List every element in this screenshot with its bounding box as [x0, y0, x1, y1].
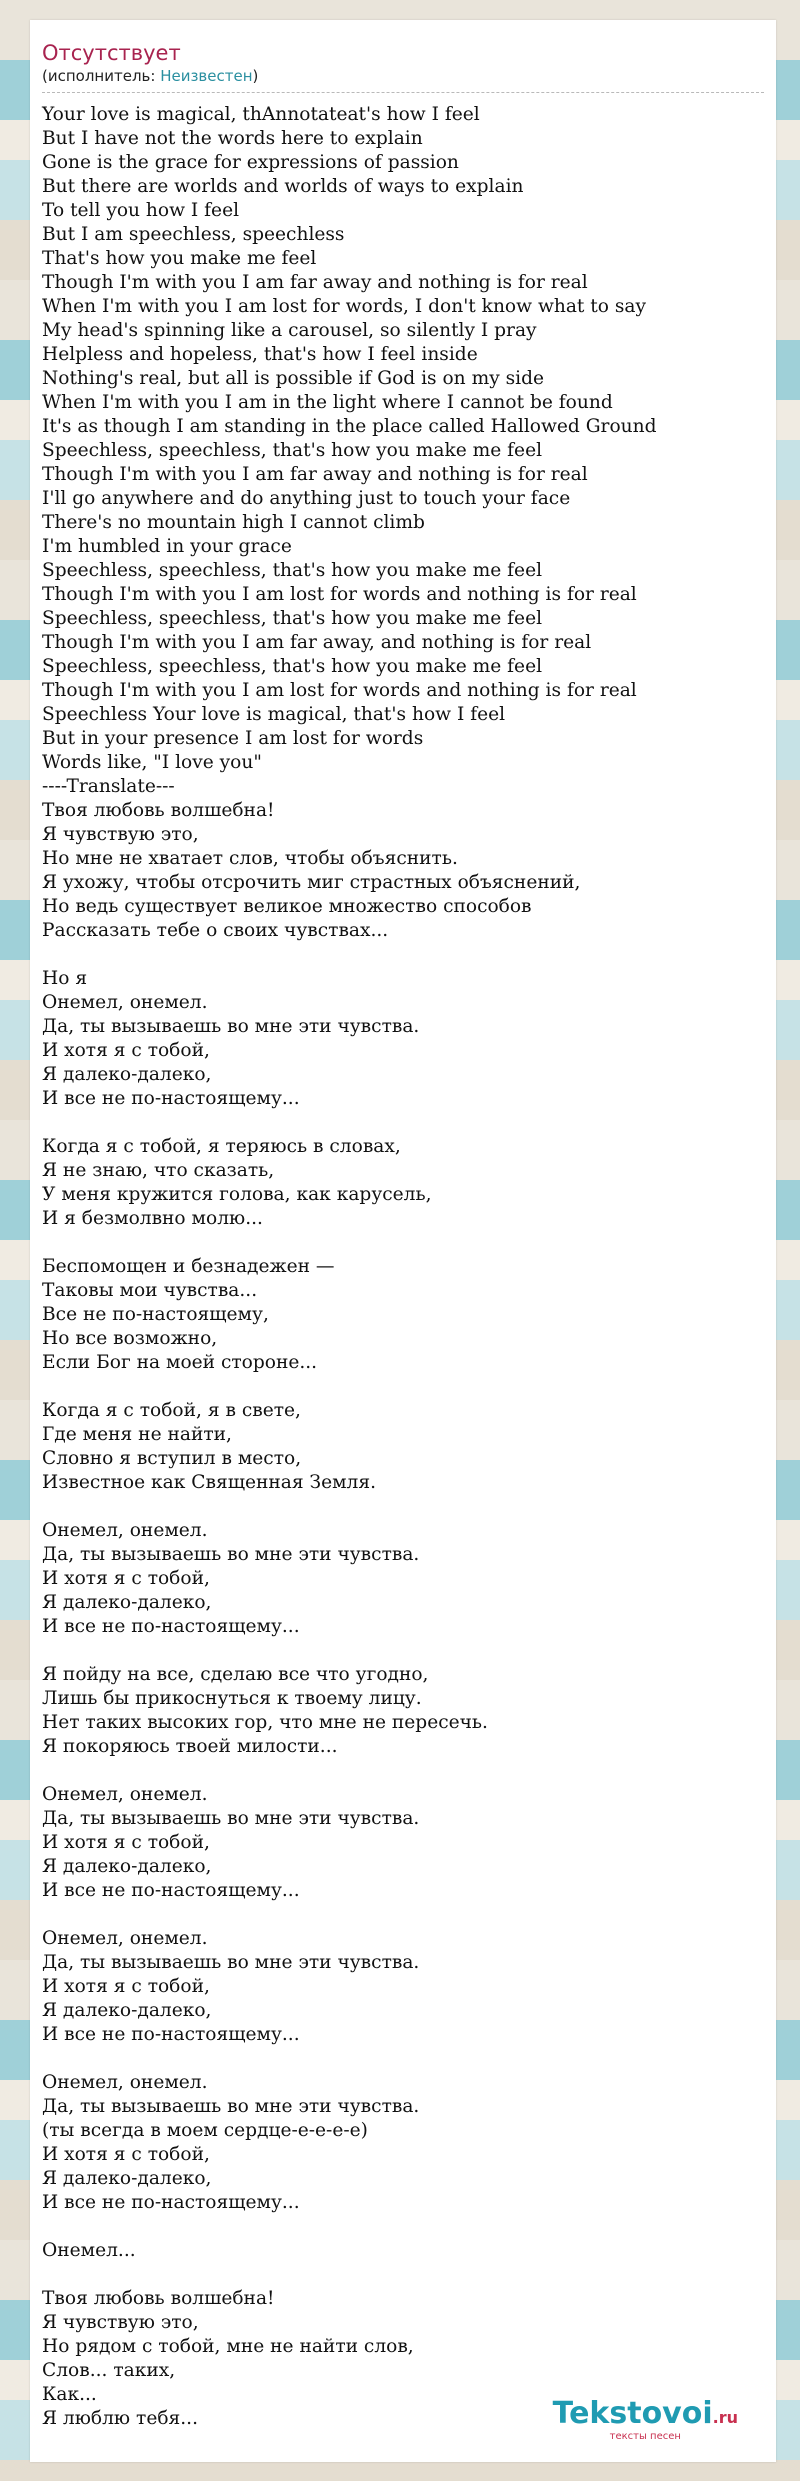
lyric-line: Я далеко-далеко, — [42, 2168, 212, 2189]
lyric-line: Speechless, speechless, that's how you make me feel — [42, 440, 543, 461]
lyric-line: И хотя я с тобой, — [42, 1976, 210, 1997]
lyric-line: Да, ты вызываешь во мне эти чувства. — [42, 1016, 420, 1037]
lyric-line: Я далеко-далеко, — [42, 2000, 212, 2021]
lyric-line: Когда я с тобой, я в свете, — [42, 1400, 301, 1421]
lyric-line: Словно я вступил в место, — [42, 1448, 302, 1469]
lyric-line: Да, ты вызываешь во мне эти чувства. — [42, 1808, 420, 1829]
lyric-line: Speechless, speechless, that's how you make me feel — [42, 560, 543, 581]
lyric-line: Онемел, онемел. — [42, 1520, 208, 1541]
artist-line — [42, 66, 764, 93]
lyric-line: И все не по-настоящему... — [42, 2192, 300, 2213]
lyric-line: Я далеко-далеко, — [42, 1064, 212, 1085]
lyric-line: Как... — [42, 2384, 97, 2405]
lyric-line — [42, 1375, 764, 1399]
lyric-line — [42, 2215, 764, 2239]
lyric-line: И хотя я с тобой, — [42, 1832, 210, 1853]
lyric-line: Онемел, онемел. — [42, 992, 208, 1013]
lyric-line: Онемел, онемел. — [42, 1928, 208, 1949]
site-logo[interactable] — [553, 2398, 738, 2442]
artist-suffix: ) — [252, 67, 259, 85]
lyric-line: Я далеко-далеко, — [42, 1856, 212, 1877]
logo-domain: .ru — [712, 2408, 738, 2427]
lyric-line: И я безмолвно молю... — [42, 1208, 263, 1229]
lyric-line: Though I'm with you I am lost for words and nothing is for real — [42, 584, 637, 605]
artist-prefix: (исполнитель: — [42, 67, 161, 85]
lyric-line: Though I'm with you I am far away and nothing is for real — [42, 464, 588, 485]
lyric-line: Онемел, онемел. — [42, 1784, 208, 1805]
lyric-line: To tell you how I feel — [42, 200, 240, 221]
lyric-line: Though I'm with you I am lost for words and nothing is for real — [42, 680, 637, 701]
lyric-line: Nothing's real, but all is possible if God is on my side — [42, 368, 545, 389]
lyric-line: I'm humbled in your grace — [42, 536, 292, 557]
lyric-line: Но все возможно, — [42, 1328, 218, 1349]
lyric-line: Рассказать тебе о своих чувствах... — [42, 920, 389, 941]
lyric-line: Speechless, speechless, that's how you make me feel — [42, 656, 543, 677]
lyric-line: И хотя я с тобой, — [42, 1040, 210, 1061]
lyric-line: Да, ты вызываешь во мне эти чувства. — [42, 2096, 420, 2117]
lyric-line: But I have not the words here to explain — [42, 128, 423, 149]
lyric-line: И все не по-настоящему... — [42, 2024, 300, 2045]
lyric-line: Я ухожу, чтобы отсрочить миг страстных объяснений, — [42, 872, 581, 893]
lyric-line: I'll go anywhere and do anything just to touch your face — [42, 488, 571, 509]
lyric-line: И все не по-настоящему... — [42, 1088, 300, 1109]
lyric-line: Но мне не хватает слов, чтобы объяснить. — [42, 848, 458, 869]
lyric-line: И хотя я с тобой, — [42, 2144, 210, 2165]
lyric-line: Твоя любовь волшебна! — [42, 800, 275, 821]
lyric-line: И все не по-настоящему... — [42, 1880, 300, 1901]
lyric-line: И все не по-настоящему... — [42, 1616, 300, 1637]
lyric-line: У меня кружится голова, как карусель, — [42, 1184, 432, 1205]
lyric-line: Лишь бы прикоснуться к твоему лицу. — [42, 1688, 422, 1709]
lyric-line: Когда я с тобой, я теряюсь в словах, — [42, 1136, 401, 1157]
lyric-line — [42, 1231, 764, 1255]
artist-link[interactable]: Неизвестен — [160, 67, 253, 85]
lyric-line: Нет таких высоких гор, что мне не пересечь. — [42, 1712, 488, 1733]
logo-name: Tekstovoi — [552, 2396, 713, 2431]
lyric-line: Слов... таких, — [42, 2360, 176, 2381]
lyric-line: Онемел, онемел. — [42, 2072, 208, 2093]
lyric-line: When I'm with you I am lost for words, I don't know what to say — [42, 296, 647, 317]
lyric-line: It's as though I am standing in the place called Hallowed Ground — [42, 416, 657, 437]
lyric-line: Words like, "I love you" — [42, 752, 262, 773]
lyric-line — [42, 2047, 764, 2071]
lyric-line: Я чувствую это, — [42, 824, 199, 845]
lyric-line: Speechless Your love is magical, that's how I feel — [42, 704, 506, 725]
lyric-line: But in your presence I am lost for words — [42, 728, 424, 749]
lyric-line: There's no mountain high I cannot climb — [42, 512, 425, 533]
lyric-line: Я пойду на все, сделаю все что угодно, — [42, 1664, 429, 1685]
lyric-line: Я далеко-далеко, — [42, 1592, 212, 1613]
lyric-line — [42, 2263, 764, 2287]
lyric-line: Helpless and hopeless, that's how I feel inside — [42, 344, 478, 365]
lyric-line: Таковы мои чувства... — [42, 1280, 258, 1301]
lyric-line: My head's spinning like a carousel, so silently I pray — [42, 320, 537, 341]
lyric-line: Though I'm with you I am far away, and nothing is for real — [42, 632, 592, 653]
lyric-line: Если Бог на моей стороне... — [42, 1352, 318, 1373]
lyric-line: Беспомощен и безнадежен — — [42, 1256, 335, 1277]
lyric-line: Но рядом с тобой, мне не найти слов, — [42, 2336, 414, 2357]
lyric-line — [42, 1639, 764, 1663]
logo-wordmark — [553, 2398, 738, 2434]
lyric-line: Я люблю тебя... — [42, 2408, 198, 2429]
lyric-line: Все не по-настоящему, — [42, 1304, 269, 1325]
logo-tagline: тексты песен — [609, 2431, 681, 2442]
lyric-line: Speechless, speechless, that's how you make me feel — [42, 608, 543, 629]
song-title: Отсутствует — [42, 41, 181, 65]
lyric-line: Though I'm with you I am far away and nothing is for real — [42, 272, 588, 293]
lyric-line — [42, 1111, 764, 1135]
lyric-line: When I'm with you I am in the light where I cannot be found — [42, 392, 613, 413]
lyric-line — [42, 1495, 764, 1519]
lyric-line: Я покоряюсь твоей милости... — [42, 1736, 338, 1757]
lyric-line: Я чувствую это, — [42, 2312, 199, 2333]
lyric-line — [42, 1759, 764, 1783]
lyric-line: That's how you make me feel — [42, 248, 317, 269]
lyric-line: (ты всегда в моем сердце-е-е-е-е) — [42, 2120, 368, 2141]
lyric-line: Но я — [42, 968, 88, 989]
lyric-line: Да, ты вызываешь во мне эти чувства. — [42, 1544, 420, 1565]
lyric-line: But there are worlds and worlds of ways to explain — [42, 176, 524, 197]
lyric-line — [42, 1903, 764, 1927]
lyrics-card — [30, 20, 776, 2462]
lyric-line: Но ведь существует великое множество способов — [42, 896, 532, 917]
lyric-line — [42, 943, 764, 967]
lyric-line: Твоя любовь волшебна! — [42, 2288, 275, 2309]
lyric-line: Онемел... — [42, 2240, 136, 2261]
lyric-line: Gone is the grace for expressions of passion — [42, 152, 459, 173]
lyric-line: Your love is magical, thAnnotateat's how I feel — [42, 104, 480, 125]
lyric-line: ----Translate--- — [42, 776, 175, 797]
lyric-line: Да, ты вызываешь во мне эти чувства. — [42, 1952, 420, 1973]
lyric-line: Я не знаю, что сказать, — [42, 1160, 275, 1181]
lyrics-text — [42, 103, 764, 2431]
lyric-line: But I am speechless, speechless — [42, 224, 345, 245]
lyric-line: И хотя я с тобой, — [42, 1568, 210, 1589]
lyric-line: Известное как Священная Земля. — [42, 1472, 376, 1493]
lyric-line: Где меня не найти, — [42, 1424, 232, 1445]
